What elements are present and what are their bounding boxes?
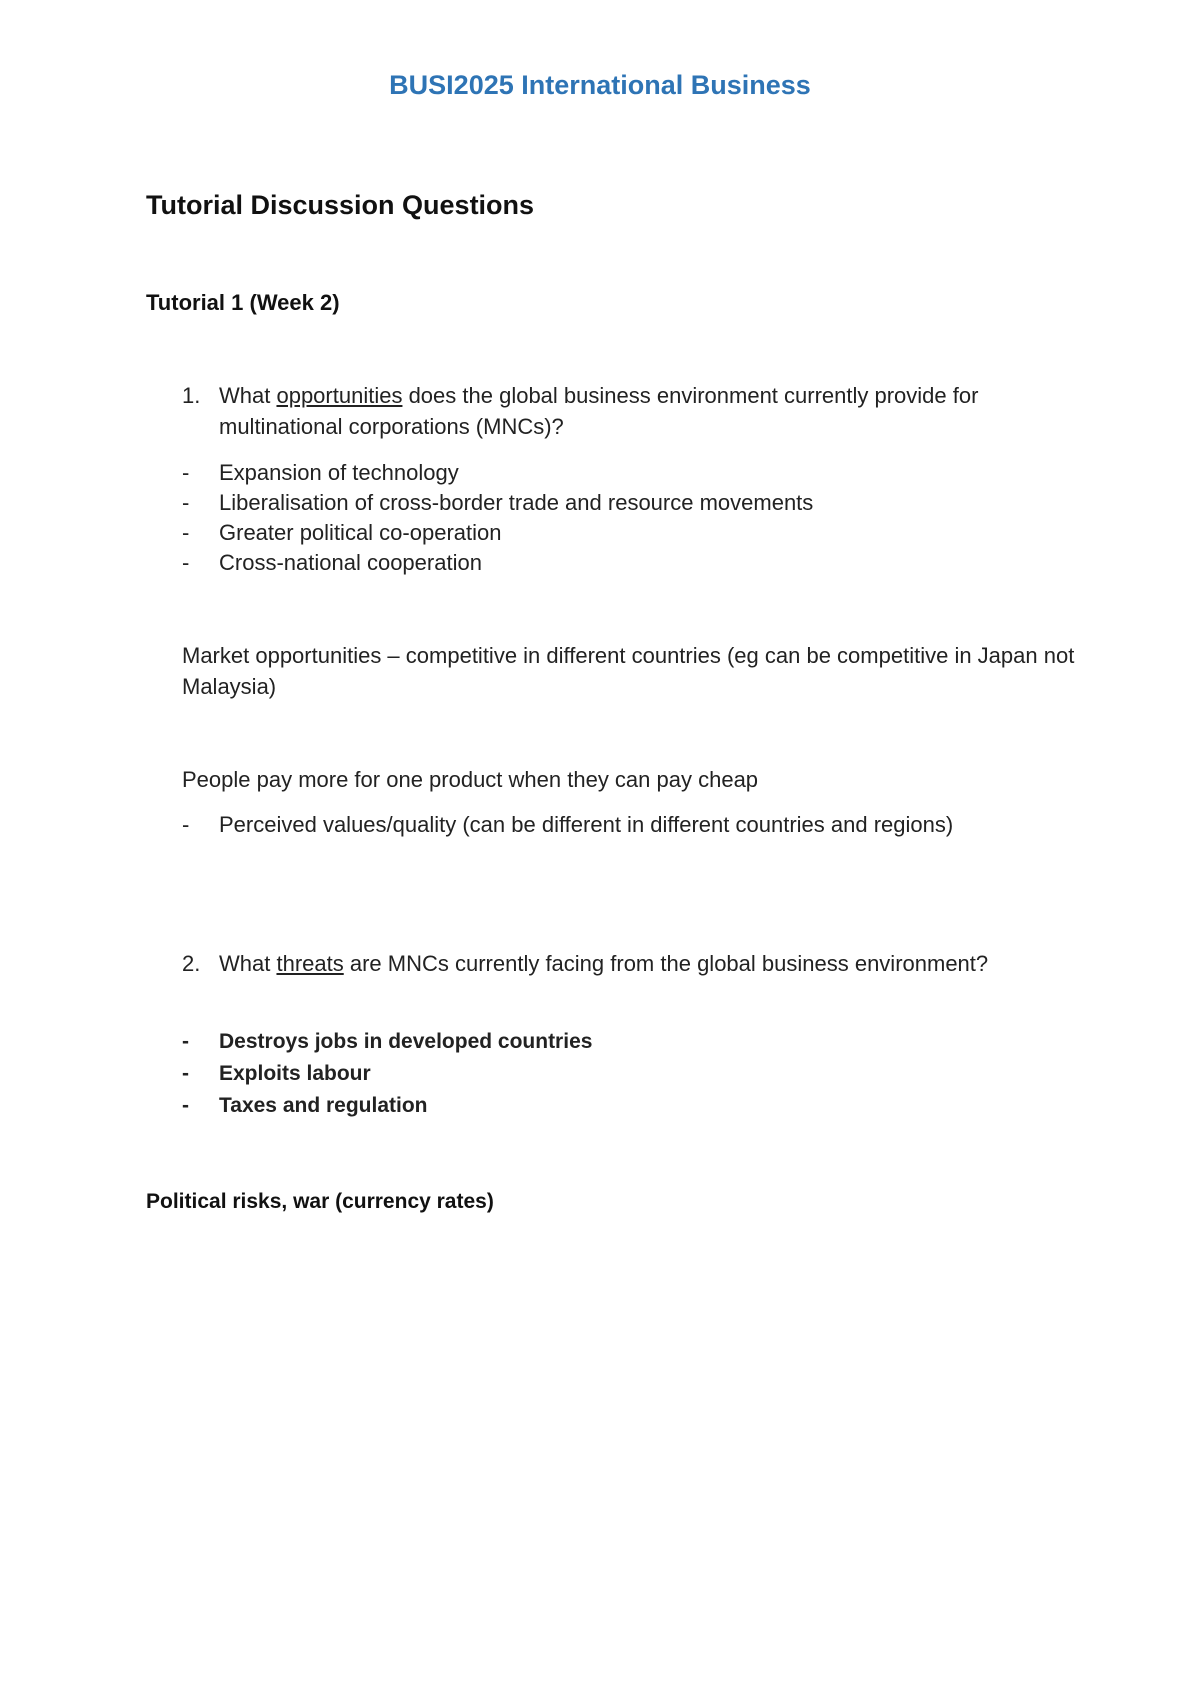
page-heading: Tutorial Discussion Questions [146, 190, 535, 220]
question-1-text [219, 380, 1082, 442]
people-pay-note: People pay more for one product when they can pay cheap [182, 767, 759, 792]
list-item [182, 548, 1082, 578]
question-1-bullet-list [182, 458, 1082, 578]
tutorial-subheading: Tutorial 1 (Week 2) [146, 290, 340, 315]
list-item [182, 1090, 1082, 1122]
question-2 [182, 948, 1082, 979]
bullet-dash: - [182, 1030, 189, 1053]
list-item [182, 1058, 1082, 1090]
people-pay-bullet-list [182, 810, 1082, 840]
question-1-keyword: opportunities [276, 383, 403, 408]
document-title: BUSI2025 International Business [389, 70, 811, 100]
bullet-text: Exploits labour [219, 1062, 371, 1085]
bullet-text: Cross-national cooperation [219, 550, 482, 575]
question-2-text [219, 948, 1082, 979]
list-item [182, 488, 1082, 518]
bullet-text: Taxes and regulation [219, 1094, 428, 1117]
question-2-keyword: threats [276, 951, 344, 976]
list-item [182, 1026, 1082, 1058]
question-2-number: 2. [182, 951, 201, 976]
closing-note: Political risks, war (currency rates) [146, 1190, 494, 1213]
bullet-text: Liberalisation of cross-border trade and resource movements [219, 490, 814, 515]
market-opportunities-note: Market opportunities – competitive in different countries (eg can be competitive in Japan not Malaysia) [182, 643, 1075, 699]
question-2-bullet-list [182, 1026, 1082, 1122]
question-1-number: 1. [182, 383, 201, 408]
bullet-dash: - [182, 1062, 189, 1085]
bullet-dash: - [182, 550, 190, 575]
bullet-dash: - [182, 460, 190, 485]
list-item [182, 458, 1082, 488]
question-1 [182, 380, 1082, 442]
question-1-suffix: does the global business environment currently provide for multinational corporations (MNCs)? [219, 383, 979, 439]
list-item [182, 518, 1082, 548]
bullet-text: Perceived values/quality (can be different in different countries and regions) [219, 812, 954, 837]
bullet-dash: - [182, 490, 190, 515]
question-2-prefix: What [219, 951, 277, 976]
bullet-text: Expansion of technology [219, 460, 459, 485]
list-item [182, 810, 1082, 840]
bullet-dash: - [182, 812, 190, 837]
bullet-text: Greater political co-operation [219, 520, 502, 545]
bullet-text: Destroys jobs in developed countries [219, 1030, 593, 1053]
question-2-suffix: are MNCs currently facing from the global business environment? [343, 951, 989, 976]
bullet-dash: - [182, 520, 190, 545]
bullet-dash: - [182, 1094, 189, 1117]
question-1-prefix: What [219, 383, 277, 408]
